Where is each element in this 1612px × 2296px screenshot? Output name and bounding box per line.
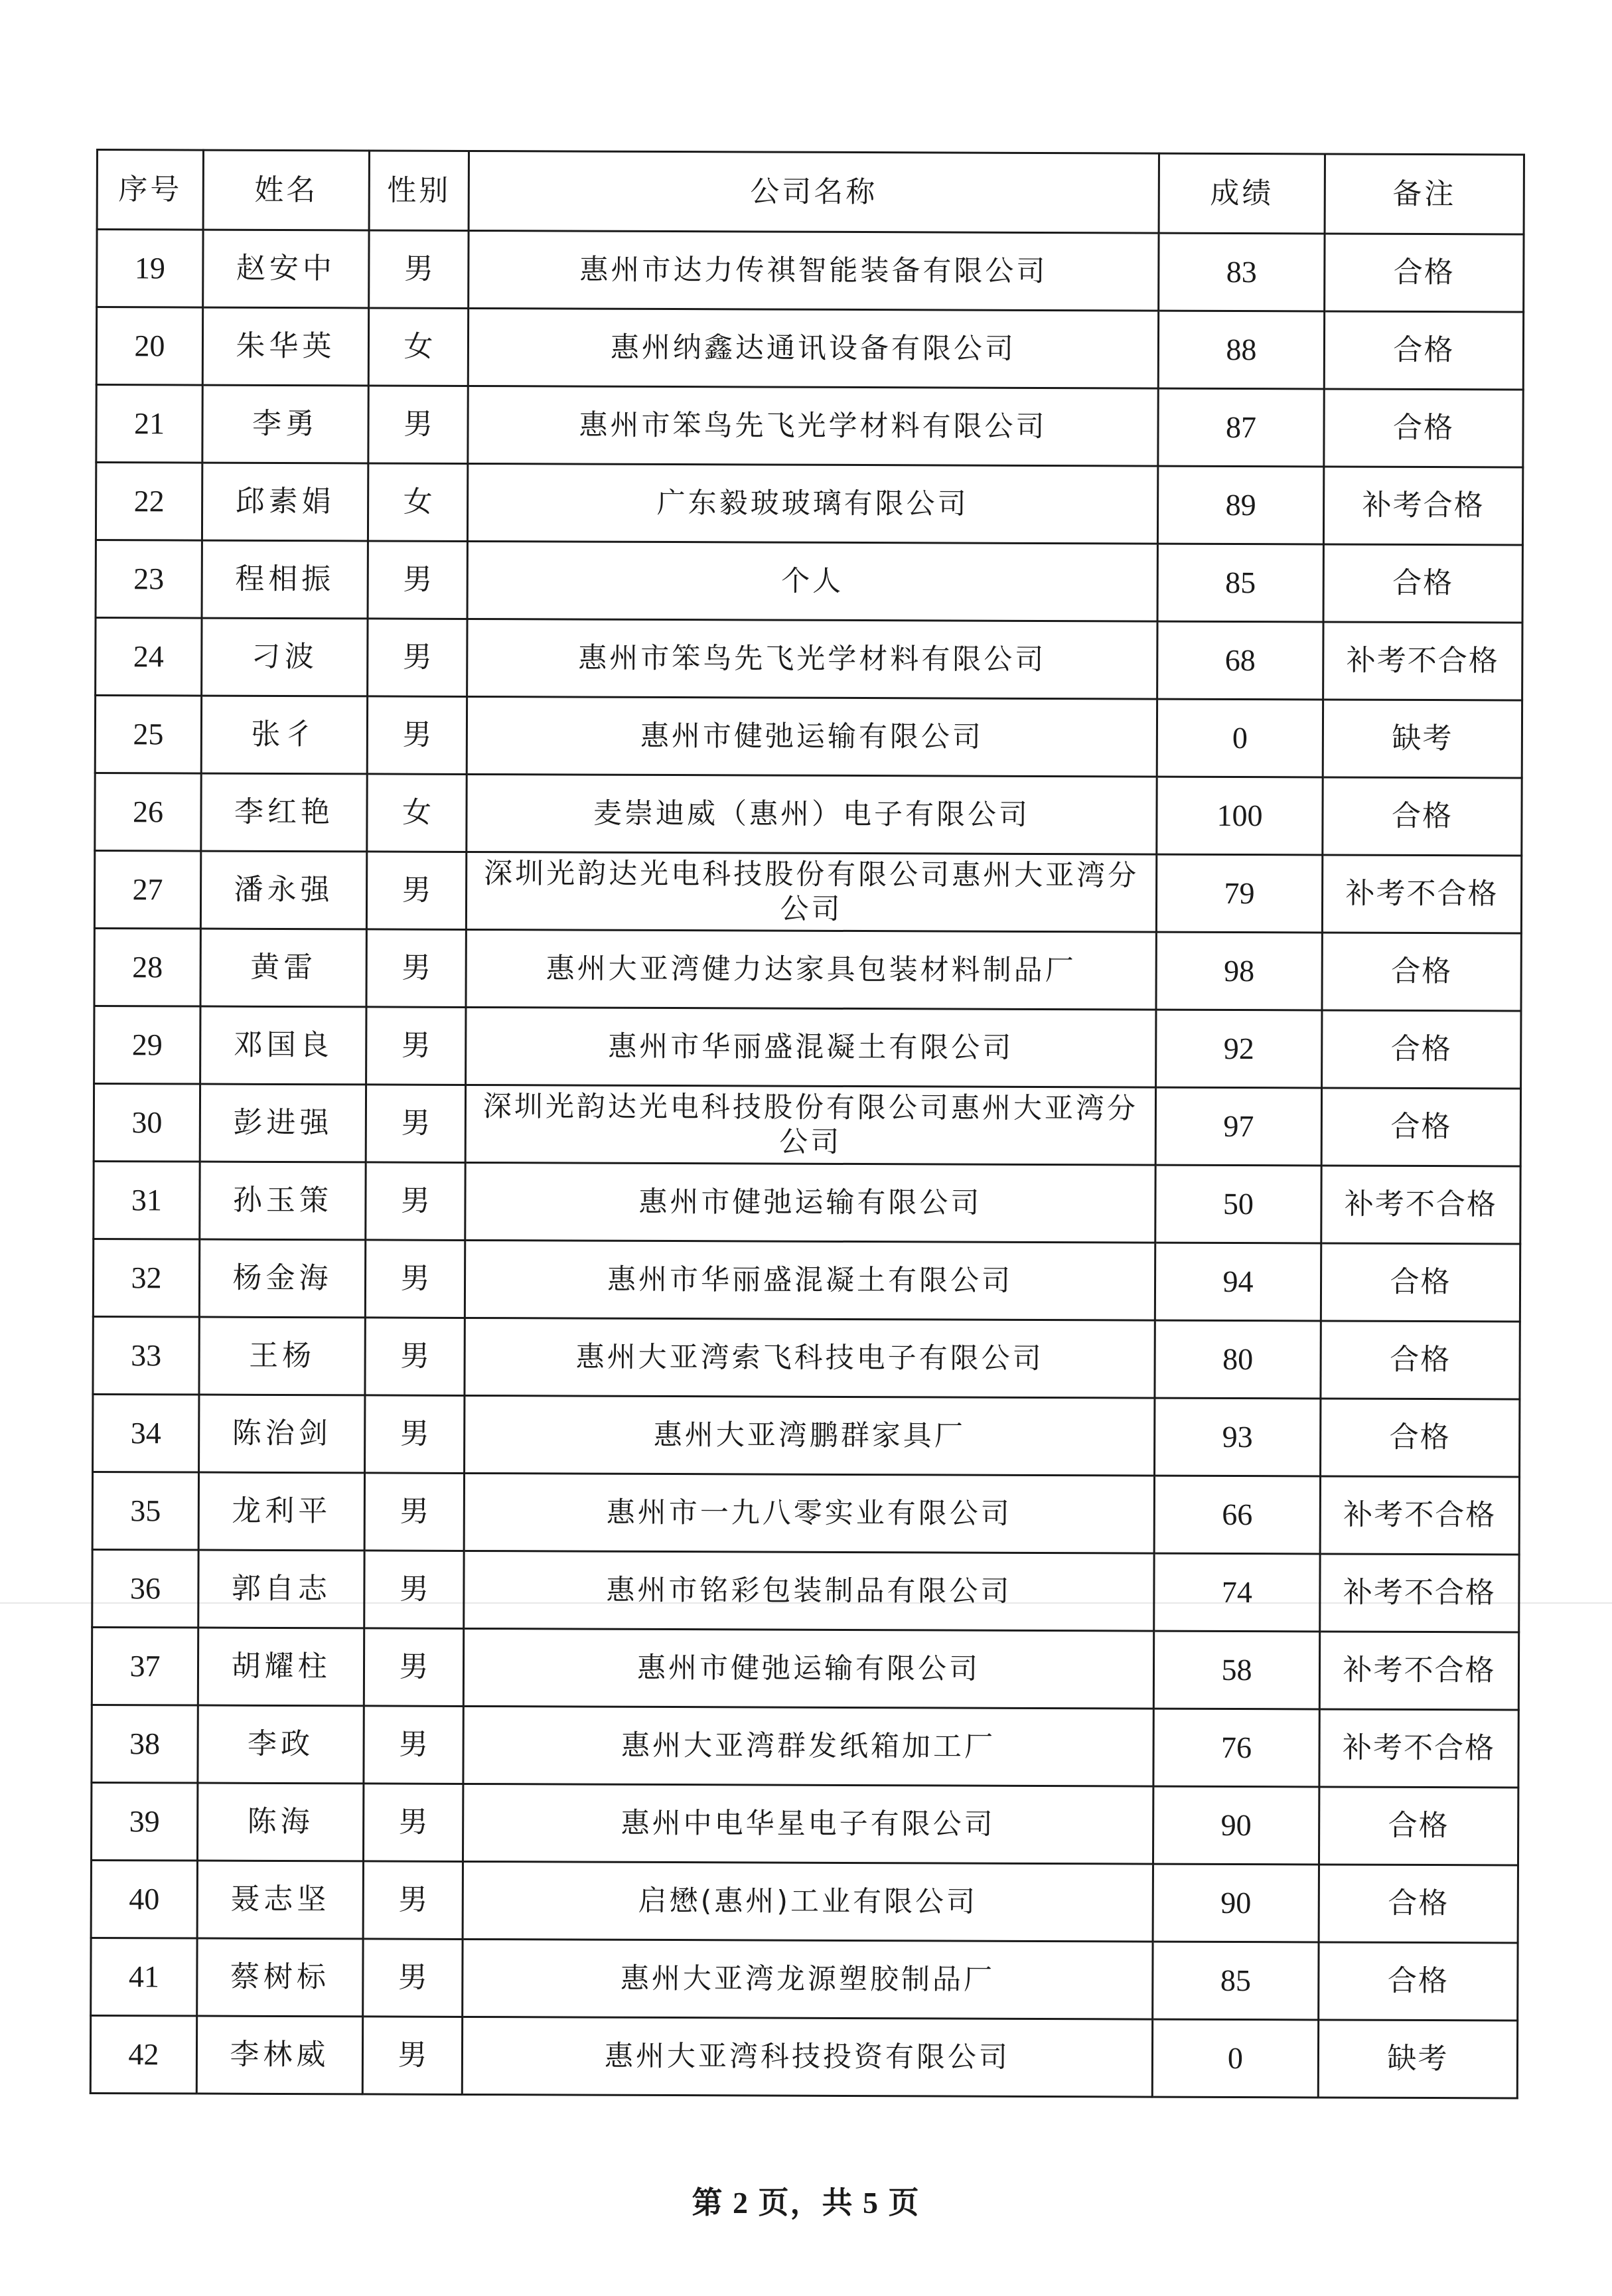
table-row [92, 1549, 1519, 1632]
cell-note: 缺考 [1318, 2020, 1517, 2098]
cell-name: 朱华英 [202, 307, 368, 386]
cell-note: 补考不合格 [1320, 1554, 1519, 1632]
cell-note: 合格 [1321, 1399, 1520, 1477]
cell-score: 0 [1157, 699, 1323, 777]
score-table [90, 149, 1525, 2099]
cell-gender: 男 [363, 1939, 463, 2017]
cell-note: 补考不合格 [1321, 1166, 1520, 1244]
cell-seq: 25 [95, 696, 201, 774]
cell-score: 94 [1155, 1243, 1321, 1321]
table-row [96, 618, 1522, 701]
cell-name: 邱素娟 [202, 463, 368, 541]
cell-name: 杨金海 [199, 1239, 365, 1318]
cell-note: 合格 [1322, 933, 1521, 1011]
cell-seq: 35 [92, 1472, 198, 1550]
cell-score: 88 [1158, 311, 1324, 389]
table-row [94, 850, 1521, 933]
cell-name: 潘永强 [200, 851, 366, 929]
table-row [95, 773, 1522, 856]
cell-score: 100 [1157, 777, 1323, 855]
cell-name: 龙利平 [198, 1472, 364, 1551]
cell-name: 李红艳 [201, 773, 367, 852]
cell-score: 50 [1155, 1165, 1321, 1243]
cell-company: 惠州大亚湾健力达家具包装材料制品厂 [466, 929, 1156, 1010]
cell-seq: 36 [92, 1549, 198, 1628]
cell-name: 李政 [198, 1705, 364, 1784]
cell-gender: 男 [369, 230, 469, 309]
table-row [96, 540, 1522, 623]
cell-name: 邓国良 [200, 1006, 366, 1085]
cell-seq: 26 [95, 773, 201, 851]
cell-name: 刁波 [202, 618, 368, 696]
table-row [95, 696, 1522, 779]
cell-company: 惠州大亚湾科技投资有限公司 [462, 2017, 1152, 2097]
cell-score: 76 [1153, 1709, 1319, 1787]
cell-seq: 38 [92, 1705, 198, 1783]
cell-company: 惠州大亚湾群发纸箱加工厂 [463, 1706, 1153, 1786]
cell-score: 97 [1155, 1087, 1321, 1166]
cell-seq: 22 [96, 463, 202, 541]
cell-note: 合格 [1324, 311, 1523, 390]
cell-name: 黄雷 [200, 929, 366, 1007]
cell-gender: 男 [365, 1395, 465, 1474]
cell-company: 惠州市笨鸟先飞光学材料有限公司 [467, 619, 1157, 699]
cell-note: 合格 [1319, 1787, 1518, 1865]
cell-score: 58 [1153, 1631, 1319, 1709]
table-row [91, 1860, 1518, 1943]
cell-seq: 34 [93, 1394, 199, 1472]
cell-gender: 女 [367, 774, 467, 852]
cell-gender: 女 [368, 463, 467, 542]
cell-gender: 男 [368, 386, 468, 464]
cell-score: 89 [1157, 466, 1323, 544]
header-company: 公司名称 [469, 151, 1159, 233]
cell-company: 惠州纳鑫达通讯设备有限公司 [468, 308, 1158, 388]
cell-gender: 男 [366, 1085, 465, 1163]
cell-note: 合格 [1325, 234, 1524, 312]
table-row [94, 928, 1521, 1011]
cell-gender: 男 [364, 1628, 463, 1707]
table-row [96, 463, 1522, 546]
cell-note: 合格 [1321, 1088, 1520, 1166]
cell-seq: 42 [90, 2015, 196, 2094]
cell-seq: 20 [96, 307, 202, 386]
cell-note: 补考不合格 [1319, 1632, 1518, 1710]
cell-company: 惠州市健弛运输有限公司 [465, 1162, 1155, 1243]
cell-note: 补考不合格 [1323, 622, 1522, 700]
cell-company: 深圳光韵达光电科技股份有限公司惠州大亚湾分公司 [466, 852, 1156, 932]
cell-company: 惠州市健弛运输有限公司 [467, 696, 1157, 777]
cell-score: 83 [1159, 233, 1325, 311]
cell-gender: 女 [368, 308, 468, 386]
cell-note: 合格 [1321, 1321, 1520, 1399]
cell-score: 87 [1158, 388, 1324, 467]
table-row [92, 1705, 1518, 1788]
cell-seq: 37 [92, 1627, 198, 1705]
cell-seq: 39 [91, 1782, 197, 1861]
header-gender: 性别 [369, 151, 469, 231]
cell-company: 惠州中电华星电子有限公司 [463, 1784, 1153, 1864]
cell-gender: 男 [366, 929, 466, 1008]
cell-company: 惠州市达力传祺智能装备有限公司 [469, 230, 1159, 311]
cell-note: 合格 [1321, 1243, 1520, 1322]
cell-company: 惠州市健弛运输有限公司 [463, 1628, 1153, 1709]
cell-name: 王杨 [199, 1317, 365, 1395]
cell-seq: 29 [94, 1006, 200, 1084]
cell-name: 赵安中 [203, 230, 369, 308]
cell-note: 合格 [1319, 1942, 1518, 2021]
table-body [90, 230, 1524, 2098]
cell-note: 合格 [1322, 1010, 1521, 1089]
cell-company: 惠州大亚湾鹏群家具厂 [465, 1395, 1155, 1476]
table-row [93, 1316, 1520, 1399]
table-row [96, 385, 1523, 468]
cell-score: 90 [1153, 1864, 1319, 1942]
header-seq: 序号 [97, 150, 203, 230]
cell-name: 李勇 [202, 385, 368, 463]
cell-company: 深圳光韵达光电科技股份有限公司惠州大亚湾分公司 [465, 1085, 1155, 1165]
cell-note: 合格 [1319, 1865, 1518, 1943]
cell-seq: 40 [91, 1860, 197, 1938]
cell-company: 惠州大亚湾索飞科技电子有限公司 [465, 1318, 1155, 1398]
cell-company: 惠州市华丽盛混凝土有限公司 [466, 1007, 1156, 1087]
cell-gender: 男 [365, 1240, 465, 1318]
table-row [94, 1006, 1521, 1089]
header-name: 姓名 [203, 150, 369, 230]
cell-name: 聂志坚 [197, 1861, 363, 1939]
cell-gender: 男 [364, 1706, 463, 1784]
cell-company: 广东毅玻玻璃有限公司 [467, 463, 1157, 544]
cell-gender: 男 [366, 1007, 466, 1085]
cell-gender: 男 [364, 1551, 464, 1629]
cell-note: 补考合格 [1323, 467, 1522, 545]
cell-company: 惠州市笨鸟先飞光学材料有限公司 [468, 386, 1158, 466]
cell-gender: 男 [366, 852, 466, 930]
cell-name: 李林威 [196, 2016, 362, 2094]
cell-name: 程相振 [202, 540, 368, 619]
cell-score: 98 [1156, 932, 1322, 1010]
cell-company: 惠州大亚湾龙源塑胶制品厂 [463, 1939, 1153, 2019]
cell-name: 胡耀柱 [198, 1628, 364, 1706]
table-row [94, 1161, 1520, 1244]
cell-seq: 41 [91, 1938, 197, 2016]
table-row [92, 1627, 1518, 1710]
cell-seq: 24 [96, 618, 202, 696]
cell-seq: 31 [94, 1161, 200, 1239]
cell-score: 85 [1157, 544, 1323, 622]
cell-score: 0 [1152, 2019, 1318, 2098]
table-row [94, 1083, 1520, 1166]
cell-gender: 男 [368, 541, 467, 619]
cell-note: 缺考 [1323, 700, 1522, 778]
cell-seq: 30 [94, 1083, 200, 1162]
cell-seq: 32 [93, 1239, 199, 1317]
cell-note: 补考不合格 [1319, 1709, 1518, 1788]
page-number: 第 2 页，共 5 页 [692, 2186, 920, 2220]
cell-score: 68 [1157, 621, 1323, 700]
cell-company: 个人 [467, 541, 1157, 621]
cell-seq: 27 [94, 850, 200, 929]
cell-name: 彭进强 [200, 1084, 366, 1162]
table-row [96, 307, 1523, 390]
cell-score: 93 [1155, 1398, 1321, 1476]
cell-seq: 19 [97, 230, 203, 308]
cell-note: 补考不合格 [1322, 855, 1521, 933]
table-row [93, 1239, 1520, 1322]
cell-name: 孙玉策 [200, 1162, 366, 1240]
cell-company: 麦崇迪威（惠州）电子有限公司 [467, 774, 1157, 854]
cell-seq: 21 [96, 385, 202, 463]
table-row [91, 1938, 1518, 2021]
table-row [90, 2015, 1517, 2098]
cell-gender: 男 [367, 696, 467, 775]
cell-gender: 男 [362, 2017, 462, 2095]
cell-company: 惠州市华丽盛混凝土有限公司 [465, 1240, 1155, 1320]
cell-score: 92 [1156, 1010, 1322, 1088]
cell-seq: 28 [94, 928, 200, 1006]
cell-note: 合格 [1323, 544, 1522, 623]
cell-name: 郭自志 [198, 1550, 364, 1628]
cell-name: 陈海 [197, 1783, 363, 1861]
cell-gender: 男 [363, 1784, 463, 1862]
cell-name: 张彳 [201, 696, 367, 774]
cell-gender: 男 [365, 1318, 465, 1396]
table-row [93, 1394, 1520, 1477]
table-row [91, 1782, 1518, 1865]
cell-score: 80 [1155, 1320, 1321, 1399]
cell-company: 惠州市铭彩包装制品有限公司 [464, 1551, 1154, 1631]
cell-name: 蔡树标 [197, 1938, 363, 2017]
cell-score: 66 [1154, 1476, 1320, 1554]
cell-note: 补考不合格 [1320, 1476, 1519, 1555]
cell-score: 85 [1153, 1942, 1319, 2020]
table-row [92, 1472, 1519, 1555]
cell-company: 启懋(惠州)工业有限公司 [463, 1861, 1153, 1942]
table-header-row [97, 150, 1524, 235]
cell-seq: 23 [96, 540, 202, 619]
cell-score: 74 [1154, 1553, 1320, 1632]
header-note: 备注 [1325, 154, 1524, 234]
cell-seq: 33 [93, 1316, 199, 1395]
cell-score: 90 [1153, 1786, 1319, 1865]
cell-note: 合格 [1324, 389, 1523, 467]
cell-note: 合格 [1323, 777, 1522, 856]
cell-gender: 男 [363, 1861, 463, 1940]
cell-score: 79 [1156, 854, 1322, 933]
cell-gender: 男 [368, 619, 467, 697]
cell-company: 惠州市一九八零实业有限公司 [464, 1473, 1154, 1553]
header-score: 成绩 [1159, 153, 1325, 234]
cell-gender: 男 [364, 1473, 464, 1551]
cell-name: 陈治剑 [199, 1395, 365, 1473]
cell-gender: 男 [366, 1162, 465, 1241]
table-row [97, 230, 1524, 313]
